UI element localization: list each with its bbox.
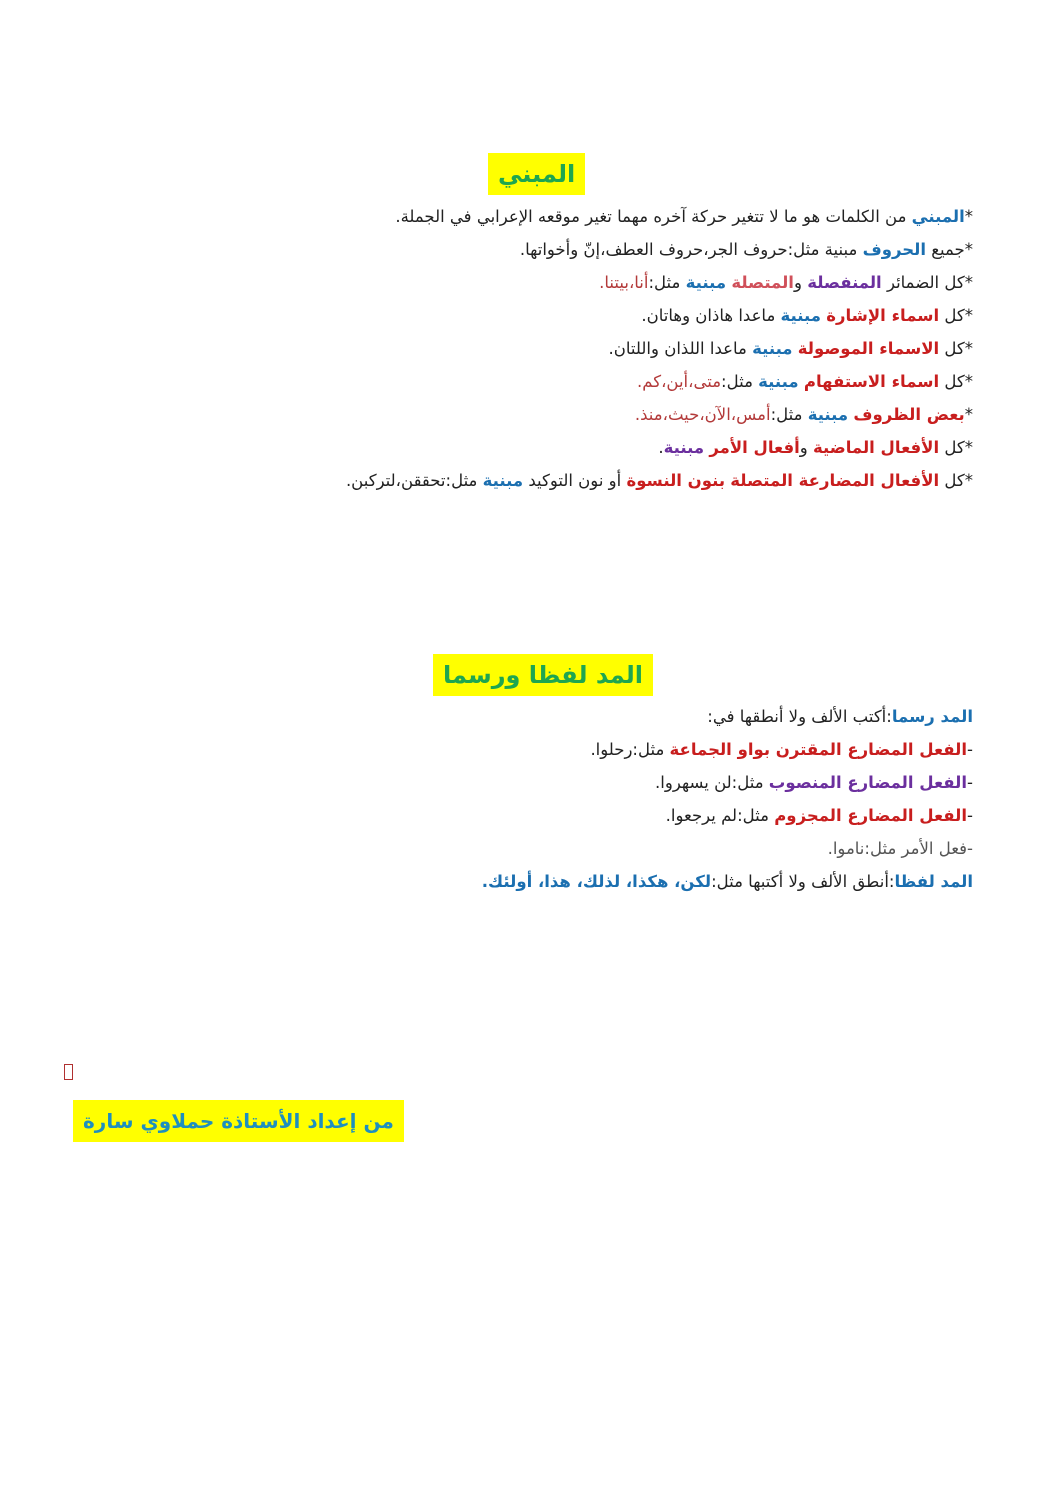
text-segment: مبنية	[482, 471, 524, 490]
text-segment: و	[799, 438, 814, 457]
section-body-mabni	[346, 200, 973, 497]
text-line	[346, 431, 973, 464]
text-segment: أو نون التوكيد	[523, 471, 627, 490]
text-segment: مثل:	[648, 273, 686, 292]
text-segment: مبنية	[807, 405, 849, 424]
text-segment: مثل:تحققن،لتركبن.	[345, 471, 483, 490]
text-segment: الاسماء الموصولة	[797, 339, 940, 358]
text-segment: *كل	[939, 438, 973, 457]
text-segment: ماعدا اللذان واللتان.	[608, 339, 753, 358]
text-segment: مثل:لن يسهروا.	[655, 773, 769, 792]
text-line	[482, 766, 973, 799]
text-line	[482, 733, 973, 766]
text-segment: مثل:رحلوا.	[590, 740, 670, 759]
text-segment: -فعل الأمر مثل:ناموا.	[827, 839, 973, 858]
text-segment: -	[967, 740, 973, 759]
text-segment: مبنية	[663, 438, 705, 457]
text-line	[346, 464, 973, 497]
text-line	[346, 200, 973, 233]
author-credit: من إعداد الأستاذة حملاوي سارة	[73, 1100, 404, 1142]
text-segment: مثل:لم يرجعوا.	[665, 806, 775, 825]
text-segment: الحروف	[862, 240, 926, 259]
section-body-madd	[482, 700, 973, 898]
text-line	[482, 700, 973, 733]
text-line	[346, 365, 973, 398]
text-segment: *كل الضمائر	[881, 273, 973, 292]
text-segment: المبني	[911, 207, 965, 226]
text-segment: المنفصلة	[807, 273, 882, 292]
text-segment: *كل	[939, 372, 973, 391]
text-segment: و	[793, 273, 808, 292]
text-segment: *كل	[939, 471, 973, 490]
text-segment: أفعال الأمر	[709, 438, 800, 457]
text-segment: الأفعال الماضية	[813, 438, 940, 457]
text-segment: .	[658, 438, 664, 457]
text-segment: الأفعال المضارعة المتصلة	[730, 471, 940, 490]
text-segment: مثل:	[770, 405, 808, 424]
text-segment: الفعل المضارع المقترن بواو الجماعة	[669, 740, 968, 759]
text-segment: *كل	[939, 339, 973, 358]
text-segment: الفعل المضارع المنصوب	[768, 773, 968, 792]
text-line	[346, 299, 973, 332]
text-segment: مبنية مثل:حروف الجر،حروف العطف،إنّ وأخواتها.	[519, 240, 863, 259]
text-segment: من الكلمات هو ما لا تتغير حركة آخره مهما تغير موقعه الإعرابي في الجملة.	[395, 207, 912, 226]
text-segment: المد لفظا	[894, 872, 973, 891]
text-segment: *كل	[939, 306, 973, 325]
text-segment: *جميع	[926, 240, 973, 259]
text-line	[482, 832, 973, 865]
text-segment: اسماء الاستفهام	[803, 372, 940, 391]
text-segment: :أكتب الألف ولا أنطقها في:	[707, 707, 892, 726]
text-line	[482, 799, 973, 832]
text-line	[482, 865, 973, 898]
text-line	[346, 332, 973, 365]
text-segment: بنون النسوة	[626, 471, 726, 490]
text-segment: بعض الظروف	[853, 405, 965, 424]
text-segment: اسماء الإشارة	[826, 306, 940, 325]
text-segment: مبنية	[685, 273, 727, 292]
text-line	[346, 266, 973, 299]
text-segment: ماعدا هاذان وهاتان.	[641, 306, 781, 325]
text-line	[346, 398, 973, 431]
text-segment: أنا،بيتنا.	[599, 273, 649, 292]
text-segment: أمس،الآن،حيث،منذ.	[634, 405, 771, 424]
text-segment: *	[964, 405, 973, 424]
section-heading-mabni: المبني	[488, 153, 585, 195]
text-segment: متى،أين،كم.	[637, 372, 722, 391]
section-heading-madd: المد لفظا ورسما	[433, 654, 653, 696]
text-segment: مبنية	[752, 339, 793, 358]
text-segment: مبنية	[780, 306, 821, 325]
text-segment: الفعل المضارع المجزوم	[774, 806, 968, 825]
text-segment: -	[967, 806, 973, 825]
text-segment: مبنية	[758, 372, 799, 391]
text-line	[346, 233, 973, 266]
missing-glyph-icon	[64, 1064, 73, 1080]
text-segment: المتصلة	[731, 273, 794, 292]
text-segment: :أنطق الألف ولا أكتبها مثل:	[711, 872, 895, 891]
text-segment: -	[967, 773, 973, 792]
text-segment: المد رسما	[891, 707, 973, 726]
text-segment: *	[964, 207, 973, 226]
text-segment: مثل:	[721, 372, 759, 391]
text-segment: لكن، هكذا، لذلك، هذا، أولئك.	[481, 872, 712, 891]
